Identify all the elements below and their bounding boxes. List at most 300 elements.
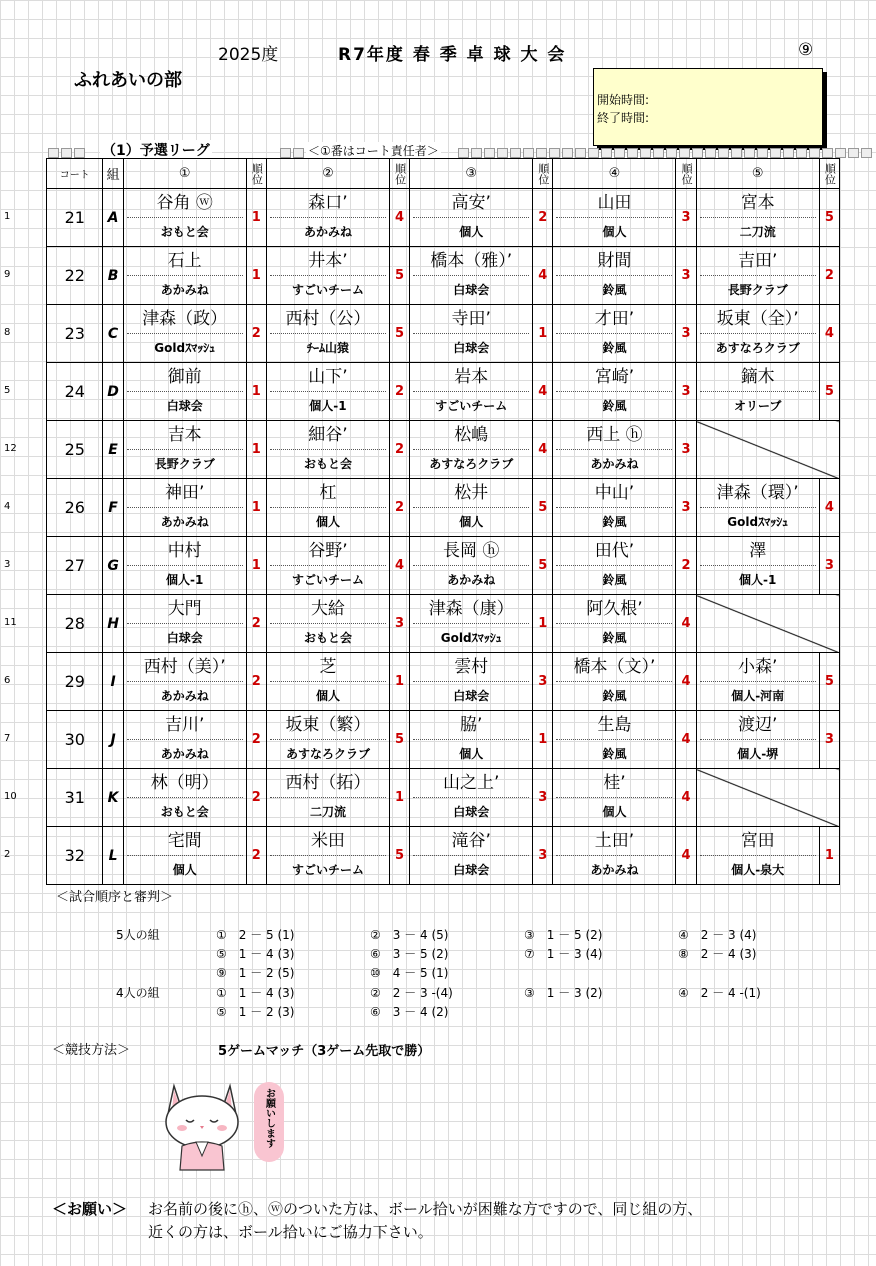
player-rank: 2 [246, 769, 266, 827]
player-club: 白球会 [453, 804, 490, 819]
player-club: 個人 [459, 514, 484, 529]
player-cell [553, 653, 676, 711]
player-col-header: ① [123, 159, 246, 189]
player-rank: 4 [676, 595, 696, 653]
player-club: 個人-泉大 [731, 862, 785, 877]
player-rank: 3 [533, 769, 553, 827]
request-text [148, 1198, 848, 1244]
court-number: 31 [47, 769, 103, 827]
player-name: 坂東（繁） [270, 712, 386, 740]
player-club: 白球会 [166, 630, 203, 645]
player-name: 吉本 [127, 422, 243, 450]
four-group-label: 4人の組 [116, 986, 160, 1000]
player-name: 西村（拓） [270, 770, 386, 798]
player-name: 西村（公） [270, 306, 386, 334]
player-name: 桂’ [556, 770, 672, 798]
method-label: ＜競技方法＞ [52, 1043, 131, 1058]
player-name: 土田’ [556, 828, 672, 856]
player-name: 細谷’ [270, 422, 386, 450]
player-club: おもと会 [303, 630, 352, 645]
player-rank: 1 [389, 769, 409, 827]
player-club: 鈴風 [602, 630, 627, 645]
player-cell [553, 827, 676, 885]
player-club: 個人 [315, 688, 340, 703]
player-club: あかみね [160, 688, 209, 703]
player-club: 白球会 [453, 862, 490, 877]
player-cell [696, 189, 819, 247]
player-name: 大門 [127, 596, 243, 624]
player-name: 津森（康） [413, 596, 529, 624]
player-club: 個人 [315, 514, 340, 529]
table-row [47, 711, 840, 769]
player-rank: 1 [533, 595, 553, 653]
filter-button[interactable] [74, 148, 85, 158]
request-line-2: 近くの方は、ボール拾いにご協力下さい。 [148, 1223, 433, 1241]
player-club: すごいチーム [291, 862, 364, 877]
player-rank: 2 [389, 363, 409, 421]
player-rank: 5 [389, 247, 409, 305]
table-row [47, 305, 840, 363]
group-letter: J [103, 711, 123, 769]
player-cell [410, 479, 533, 537]
row-index: 7 [4, 733, 11, 744]
player-club: あかみね [447, 572, 496, 587]
player-name: 大給 [270, 596, 386, 624]
player-cell [123, 247, 246, 305]
match-order: ③ 1 － 3 (2) [524, 986, 603, 1000]
row-index: 6 [4, 675, 11, 686]
player-col-header: ④ [553, 159, 676, 189]
player-rank: 3 [389, 595, 409, 653]
player-name: 御前 [127, 364, 243, 392]
player-cell [266, 363, 389, 421]
player-club: 個人 [602, 224, 627, 239]
player-cell [696, 247, 819, 305]
player-club: おもと会 [303, 456, 352, 471]
group-letter: L [103, 827, 123, 885]
group-letter: B [103, 247, 123, 305]
player-club: おもと会 [160, 224, 209, 239]
table-row [47, 479, 840, 537]
player-club: あかみね [590, 862, 639, 877]
player-rank: 4 [533, 421, 553, 479]
player-rank: 4 [389, 537, 409, 595]
player-rank: 5 [389, 827, 409, 885]
court-number: 25 [47, 421, 103, 479]
table-row [47, 247, 840, 305]
player-club: 長野クラブ [727, 282, 788, 297]
empty-slot [696, 421, 839, 479]
player-club: 長野クラブ [154, 456, 215, 471]
player-rank: 2 [246, 711, 266, 769]
player-cell [123, 711, 246, 769]
match-order: ⑥ 3 － 4 (2) [370, 1005, 449, 1019]
player-name: 財間 [556, 248, 672, 276]
filter-buttons-mid[interactable] [280, 148, 304, 158]
row-index: 1 [4, 211, 11, 222]
player-cell [696, 363, 819, 421]
player-rank: 3 [676, 247, 696, 305]
player-club: 白球会 [453, 688, 490, 703]
player-club: 個人 [172, 862, 197, 877]
player-rank: 2 [246, 827, 266, 885]
player-rank: 3 [676, 421, 696, 479]
player-name: 岩本 [413, 364, 529, 392]
court-number: 26 [47, 479, 103, 537]
player-cell [266, 711, 389, 769]
player-club: Goldｽﾏｯｼｭ [154, 340, 216, 355]
court-number: 23 [47, 305, 103, 363]
player-cell [410, 653, 533, 711]
group-letter: D [103, 363, 123, 421]
player-rank: 2 [676, 537, 696, 595]
player-name: 田代’ [556, 538, 672, 566]
player-rank: 1 [389, 653, 409, 711]
filter-button[interactable] [48, 148, 59, 158]
court-number: 27 [47, 537, 103, 595]
player-cell [553, 189, 676, 247]
row-index: 5 [4, 385, 11, 396]
player-cell [553, 595, 676, 653]
sticker-text: お願いします [263, 1088, 275, 1148]
player-club: あかみね [160, 282, 209, 297]
player-rank: 1 [246, 537, 266, 595]
player-name: 宮崎’ [556, 364, 672, 392]
player-club: 個人-1 [309, 398, 347, 413]
player-cell [123, 421, 246, 479]
player-cell [123, 189, 246, 247]
player-club: 個人-1 [739, 572, 777, 587]
match-order: ① 2 － 5 (1) [216, 928, 295, 942]
match-order: ⑨ 1 － 2 (5) [216, 966, 295, 980]
player-rank: 4 [676, 827, 696, 885]
player-cell [123, 653, 246, 711]
player-rank: 3 [819, 537, 839, 595]
table-row [47, 653, 840, 711]
player-club: すごいチーム [291, 282, 364, 297]
court-header: コート [47, 159, 103, 189]
method-text: 5ゲームマッチ（3ゲーム先取で勝） [218, 1044, 431, 1059]
player-cell [410, 305, 533, 363]
group-header: 組 [103, 159, 123, 189]
end-time-label: 終了時間: [597, 111, 650, 125]
group-letter: C [103, 305, 123, 363]
player-col-header: ② [266, 159, 389, 189]
player-name: 津森（環）’ [700, 480, 816, 508]
row-index: 3 [4, 559, 11, 570]
player-name: 松井 [413, 480, 529, 508]
row-index: 4 [4, 501, 11, 512]
player-name: 中村 [127, 538, 243, 566]
player-rank: 4 [533, 247, 553, 305]
player-cell [553, 711, 676, 769]
group-letter: K [103, 769, 123, 827]
player-cell [266, 247, 389, 305]
player-name: 杠 [270, 480, 386, 508]
player-cell [410, 827, 533, 885]
start-time-label: 開始時間: [597, 93, 650, 107]
rank-header: 順位 [389, 159, 409, 189]
filter-button[interactable] [293, 148, 304, 158]
table-row [47, 189, 840, 247]
player-name: 西上 ⓗ [556, 422, 672, 450]
player-name: 森口’ [270, 190, 386, 218]
player-cell [266, 595, 389, 653]
player-club: 白球会 [453, 340, 490, 355]
rank-header: 順位 [533, 159, 553, 189]
player-name: 山之上’ [413, 770, 529, 798]
player-name: 宮田 [700, 828, 816, 856]
player-club: あかみね [160, 514, 209, 529]
player-rank: 2 [533, 189, 553, 247]
player-rank: 3 [819, 711, 839, 769]
rank-header: 順位 [246, 159, 266, 189]
player-club: おもと会 [160, 804, 209, 819]
player-rank: 2 [389, 479, 409, 537]
match-order: ⑦ 1 － 3 (4) [524, 947, 603, 961]
player-cell [266, 827, 389, 885]
match-order: ⑧ 2 － 4 (3) [678, 947, 757, 961]
player-club: 白球会 [166, 398, 203, 413]
player-rank: 1 [819, 827, 839, 885]
player-cell [266, 479, 389, 537]
player-club: 鈴風 [602, 746, 627, 761]
table-row [47, 421, 840, 479]
row-index: 11 [4, 617, 17, 628]
player-club: ﾁｰﾑ山猿 [306, 340, 349, 355]
player-name: 芝 [270, 654, 386, 682]
player-club: 二刀流 [309, 804, 346, 819]
player-club: 個人 [459, 224, 484, 239]
player-rank: 1 [533, 305, 553, 363]
player-cell [123, 479, 246, 537]
player-cell [123, 305, 246, 363]
player-rank: 2 [246, 653, 266, 711]
player-cell [553, 247, 676, 305]
row-index: 10 [4, 791, 17, 802]
player-name: 才田’ [556, 306, 672, 334]
player-name: 林（明） [127, 770, 243, 798]
player-rank: 1 [246, 479, 266, 537]
player-club: あすなろクラブ [715, 340, 800, 355]
player-name: 西村（美）’ [127, 654, 243, 682]
five-group-label: 5人の組 [116, 928, 160, 942]
player-rank: 5 [533, 479, 553, 537]
player-rank: 2 [246, 595, 266, 653]
player-name: 橋本（雅）’ [413, 248, 529, 276]
player-cell [696, 305, 819, 363]
player-name: 脇’ [413, 712, 529, 740]
player-cell [696, 827, 819, 885]
court-number: 32 [47, 827, 103, 885]
table-row [47, 363, 840, 421]
player-cell [696, 479, 819, 537]
court-number: 30 [47, 711, 103, 769]
player-rank: 4 [533, 363, 553, 421]
player-rank: 4 [819, 479, 839, 537]
player-cell [410, 595, 533, 653]
row-index: 12 [4, 443, 17, 454]
player-club: 個人 [459, 746, 484, 761]
player-name: 阿久根’ [556, 596, 672, 624]
player-rank: 4 [676, 653, 696, 711]
court-number: 28 [47, 595, 103, 653]
request-line-1: お名前の後にⓗ、ⓦのついた方は、ボール拾いが困難な方ですので、同じ組の方、 [148, 1200, 703, 1218]
player-rank: 3 [676, 305, 696, 363]
player-cell [410, 711, 533, 769]
player-club: あすなろクラブ [285, 746, 370, 761]
player-cell [123, 827, 246, 885]
row-index: 2 [4, 849, 11, 860]
year-label: 2025度 [218, 45, 279, 65]
table-row [47, 595, 840, 653]
player-rank: 3 [533, 653, 553, 711]
court-note: ＜①番はコート責任者＞ [308, 144, 439, 158]
player-rank: 3 [676, 363, 696, 421]
group-letter: H [103, 595, 123, 653]
player-name: 澤 [700, 538, 816, 566]
player-rank: 3 [676, 189, 696, 247]
court-number: 24 [47, 363, 103, 421]
match-order: ④ 2 － 3 (4) [678, 928, 757, 942]
player-rank: 2 [819, 247, 839, 305]
player-name: 松嶋 [413, 422, 529, 450]
player-rank: 1 [246, 421, 266, 479]
player-name: 橋本（文）’ [556, 654, 672, 682]
player-club: あかみね [160, 746, 209, 761]
player-name: 神田’ [127, 480, 243, 508]
player-rank: 1 [533, 711, 553, 769]
player-club: オリーブ [733, 398, 782, 413]
match-order: ③ 1 － 5 (2) [524, 928, 603, 942]
player-cell [266, 769, 389, 827]
league-table [46, 158, 840, 885]
cat-illustration [160, 1076, 244, 1172]
player-name: 高安’ [413, 190, 529, 218]
player-rank: 4 [676, 769, 696, 827]
player-col-header: ③ [410, 159, 533, 189]
player-name: 吉田’ [700, 248, 816, 276]
group-letter: I [103, 653, 123, 711]
league-title: （1）予選リーグ [100, 140, 212, 160]
player-club: 鈴風 [602, 340, 627, 355]
filter-button[interactable] [280, 148, 291, 158]
player-club: すごいチーム [291, 572, 364, 587]
table-row [47, 827, 840, 885]
player-rank: 1 [246, 189, 266, 247]
player-club: Goldｽﾏｯｼｭ [440, 630, 502, 645]
group-letter: F [103, 479, 123, 537]
player-name: 津森（政） [127, 306, 243, 334]
player-cell [553, 769, 676, 827]
player-cell [553, 537, 676, 595]
player-name: 坂東（全）’ [700, 306, 816, 334]
player-name: 谷角 ⓦ [127, 190, 243, 218]
player-cell [410, 421, 533, 479]
player-name: 吉川’ [127, 712, 243, 740]
match-order: ④ 2 － 4 -(1) [678, 986, 761, 1000]
player-rank: 3 [533, 827, 553, 885]
player-rank: 3 [676, 479, 696, 537]
player-club: 鈴風 [602, 572, 627, 587]
player-cell [266, 189, 389, 247]
player-name: 雲村 [413, 654, 529, 682]
filter-buttons-left[interactable] [48, 148, 85, 158]
filter-buttons-right[interactable] [458, 148, 872, 158]
player-rank: 4 [819, 305, 839, 363]
player-cell [553, 421, 676, 479]
match-order: ⑤ 1 － 4 (3) [216, 947, 295, 961]
player-club: 個人-河南 [731, 688, 785, 703]
player-name: 滝谷’ [413, 828, 529, 856]
match-order: ⑤ 1 － 2 (3) [216, 1005, 295, 1019]
player-club: あかみね [590, 456, 639, 471]
rank-header: 順位 [819, 159, 839, 189]
player-rank: 5 [819, 189, 839, 247]
filter-button[interactable] [61, 148, 72, 158]
player-cell [410, 247, 533, 305]
player-club: 鈴風 [602, 688, 627, 703]
order-label: ＜試合順序と審判＞ [56, 890, 174, 905]
table-header-row [47, 159, 840, 189]
player-rank: 1 [246, 247, 266, 305]
player-rank: 5 [389, 305, 409, 363]
player-cell [123, 769, 246, 827]
player-cell [266, 421, 389, 479]
player-club: 白球会 [453, 282, 490, 297]
match-order: ② 2 － 3 -(4) [370, 986, 453, 1000]
player-club: あすなろクラブ [429, 456, 514, 471]
player-rank: 2 [246, 305, 266, 363]
player-name: 山田 [556, 190, 672, 218]
player-cell [410, 537, 533, 595]
court-number: 22 [47, 247, 103, 305]
player-cell [123, 595, 246, 653]
rank-header: 順位 [676, 159, 696, 189]
player-club: Goldｽﾏｯｼｭ [727, 514, 789, 529]
match-order: ⑥ 3 － 5 (2) [370, 947, 449, 961]
player-rank: 5 [819, 363, 839, 421]
player-club: すごいチーム [435, 398, 508, 413]
player-name: 宅間 [127, 828, 243, 856]
player-name: 山下’ [270, 364, 386, 392]
player-club: 鈴風 [602, 514, 627, 529]
tournament-title: R7年度 春 季 卓 球 大 会 [338, 45, 567, 65]
player-cell [696, 711, 819, 769]
group-letter: E [103, 421, 123, 479]
player-club: 鈴風 [602, 282, 627, 297]
empty-slot [696, 769, 839, 827]
player-club: 個人-1 [166, 572, 204, 587]
request-label: ＜お願い＞ [52, 1200, 128, 1218]
player-club: 鈴風 [602, 398, 627, 413]
player-cell [553, 305, 676, 363]
player-club: あかみね [303, 224, 352, 239]
player-cell [123, 537, 246, 595]
player-club: 個人 [602, 804, 627, 819]
row-index: 9 [4, 269, 11, 280]
player-name: 宮本 [700, 190, 816, 218]
request-sticker [254, 1082, 284, 1162]
match-order: ② 3 － 4 (5) [370, 928, 449, 942]
player-cell [410, 363, 533, 421]
court-number: 29 [47, 653, 103, 711]
player-rank: 1 [246, 363, 266, 421]
player-club: 二刀流 [739, 224, 776, 239]
player-name: 小森’ [700, 654, 816, 682]
player-cell [553, 479, 676, 537]
player-name: 寺田’ [413, 306, 529, 334]
